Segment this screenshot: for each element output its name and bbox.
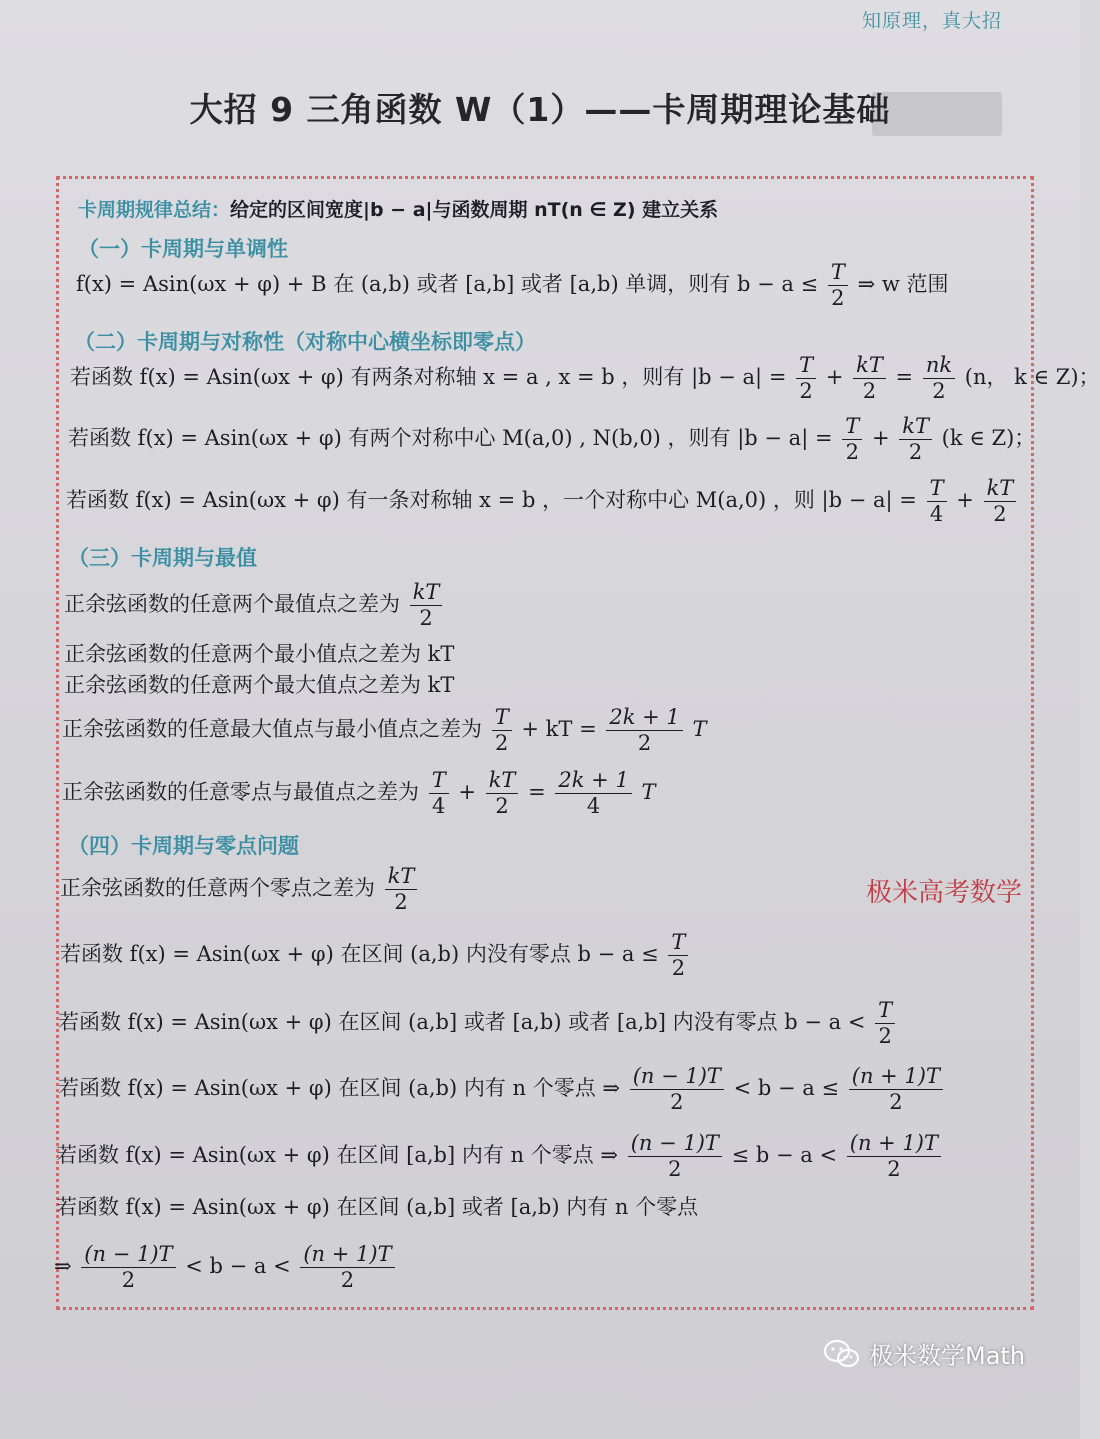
formula-zeros-3: [58, 1000, 898, 1047]
formula-zeros-1: [60, 866, 420, 913]
plus-sign: +: [458, 780, 476, 804]
plus-sign: +: [956, 488, 974, 512]
formula-extrema-1: [64, 582, 445, 629]
formula-text: 若函数 f(x) = Asin(ωx + φ) 有两条对称轴 x = a , x = b ，则有 |b − a| =: [70, 365, 787, 389]
fraction: $\frac{T}{2}$: [828, 262, 848, 309]
plus-sign: +: [825, 365, 844, 389]
formula-zeros-4: [58, 1066, 946, 1113]
section-heading-extrema: （三）卡周期与最值: [68, 546, 257, 570]
footer-brand-label: 极米数学Math: [869, 1342, 1026, 1370]
formula-monotonic: [76, 262, 948, 309]
fraction: $\frac{T}{2}$: [796, 355, 816, 402]
formula-text: 若函数 f(x) = Asin(ωx + φ) 有一条对称轴 x = b ，一个对称中心 M(a,0) ，则 |b − a| =: [66, 488, 917, 512]
formula-text: 正余弦函数的任意零点与最值点之差为: [62, 780, 419, 804]
fraction: $\frac{kT}{2}$: [385, 866, 418, 913]
section-heading-monotonic: （一）卡周期与单调性: [78, 237, 288, 261]
T-suffix: T: [641, 780, 656, 804]
fraction: $\frac{(n - 1)T}{2}$: [81, 1244, 175, 1291]
formula-extrema-5: [62, 770, 656, 817]
footer-brand: [823, 1336, 1025, 1371]
formula-tail: (k ∈ Z)；: [941, 426, 1036, 450]
formula-zeros-2: [60, 932, 691, 979]
fraction: $\frac{kT}{2}$: [410, 582, 443, 629]
formula-extrema-3: 正余弦函数的任意两个最大值点之差为 kT: [64, 673, 455, 697]
formula-text: 若函数 f(x) = Asin(ωx + φ) 在区间 (a,b) 内没有零点 b − a ≤: [60, 942, 659, 966]
fraction: $\frac{T}{4}$: [429, 770, 449, 817]
formula-text: 正余弦函数的任意最大值点与最小值点之差为: [62, 717, 482, 741]
formula-extrema-4: [62, 707, 706, 754]
fraction: $\frac{T}{2}$: [492, 707, 512, 754]
section-heading-symmetry: （二）卡周期与对称性（对称中心横坐标即零点）: [74, 330, 536, 354]
fraction: $\frac{kT}{2}$: [899, 416, 932, 463]
formula-symmetry-axes: [70, 355, 1100, 402]
formula-zeros-5: [56, 1133, 944, 1180]
equals-sign: =: [528, 780, 546, 804]
formula-text: 若函数 f(x) = Asin(ωx + φ) 在区间 (a,b) 内有 n 个零点 ⇒: [58, 1076, 621, 1100]
formula-symmetry-centers: [68, 416, 1035, 463]
formula-zeros-6: 若函数 f(x) = Asin(ωx + φ) 在区间 (a,b] 或者 [a,b) 内有 n 个零点: [56, 1195, 699, 1219]
formula-tail: (n， k ∈ Z)；: [964, 365, 1100, 389]
formula-text: ⇒: [54, 1254, 72, 1278]
formula-extrema-2: 正余弦函数的任意两个最小值点之差为 kT: [64, 642, 455, 666]
plus-sign: +: [871, 426, 890, 450]
fraction: $\frac{(n + 1)T}{2}$: [300, 1244, 394, 1291]
formula-text: 若函数 f(x) = Asin(ωx + φ) 有两个对称中心 M(a,0) , N(b,0) ，则有 |b − a| =: [68, 426, 833, 450]
page-title: 大招 9 三角函数 W（1）——卡周期理论基础: [189, 90, 891, 129]
fraction: $\frac{kT}{2}$: [853, 355, 886, 402]
formula-text: 若函数 f(x) = Asin(ωx + φ) 在区间 [a,b] 内有 n 个零点 ⇒: [56, 1143, 619, 1167]
formula-tail: ⇒ w 范围: [857, 272, 949, 296]
fraction: $\frac{(n - 1)T}{2}$: [630, 1066, 724, 1113]
summary-text: 给定的区间宽度|b − a|与函数周期 nT(n ∈ Z) 建立关系: [230, 199, 719, 221]
equals-sign: =: [895, 365, 914, 389]
summary-lead: 卡周期规律总结：: [78, 199, 231, 221]
fraction: $\frac{nk}{2}$: [923, 355, 955, 402]
formula-text: 正余弦函数的任意两个零点之差为: [60, 876, 375, 900]
formula-zeros-7: [54, 1244, 398, 1291]
header-tag: 知原理，真大招: [861, 10, 1002, 32]
fraction: $\frac{kT}{2}$: [984, 478, 1017, 525]
fraction: $\frac{(n - 1)T}{2}$: [628, 1133, 722, 1180]
inequality: < b − a ≤: [733, 1076, 840, 1100]
wechat-icon: [823, 1338, 861, 1370]
fraction: $\frac{2k + 1}{2}$: [606, 707, 682, 754]
fraction: $\frac{(n + 1)T}{2}$: [847, 1133, 941, 1180]
formula-text: 若函数 f(x) = Asin(ωx + φ) 在区间 (a,b] 或者 [a,b) 或者 [a,b] 内没有零点 b − a <: [58, 1010, 866, 1034]
formula-axis-and-center: [66, 478, 1019, 525]
inequality: ≤ b − a <: [731, 1143, 838, 1167]
T-suffix: T: [692, 717, 707, 741]
inequality: < b − a <: [185, 1254, 291, 1278]
fraction: $\frac{T}{2}$: [668, 932, 688, 979]
formula-text: f(x) = Asin(ωx + φ) + B 在 (a,b) 或者 [a,b] 或者 [a,b) 单调，则有 b − a ≤: [76, 272, 819, 296]
fraction: $\frac{T}{2}$: [875, 1000, 895, 1047]
fraction: $\frac{T}{4}$: [927, 478, 947, 525]
summary-line: [78, 201, 718, 220]
section-heading-zeros: （四）卡周期与零点问题: [68, 834, 299, 858]
watermark-text: 极米高考数学: [866, 878, 1023, 908]
fraction: $\frac{2k + 1}{4}$: [555, 770, 631, 817]
fraction: $\frac{T}{2}$: [842, 416, 862, 463]
formula-text: 正余弦函数的任意两个最值点之差为: [64, 592, 400, 616]
fraction: $\frac{(n + 1)T}{2}$: [849, 1066, 943, 1113]
fraction: $\frac{kT}{2}$: [486, 770, 519, 817]
plus-kT-equals: + kT =: [521, 717, 597, 741]
